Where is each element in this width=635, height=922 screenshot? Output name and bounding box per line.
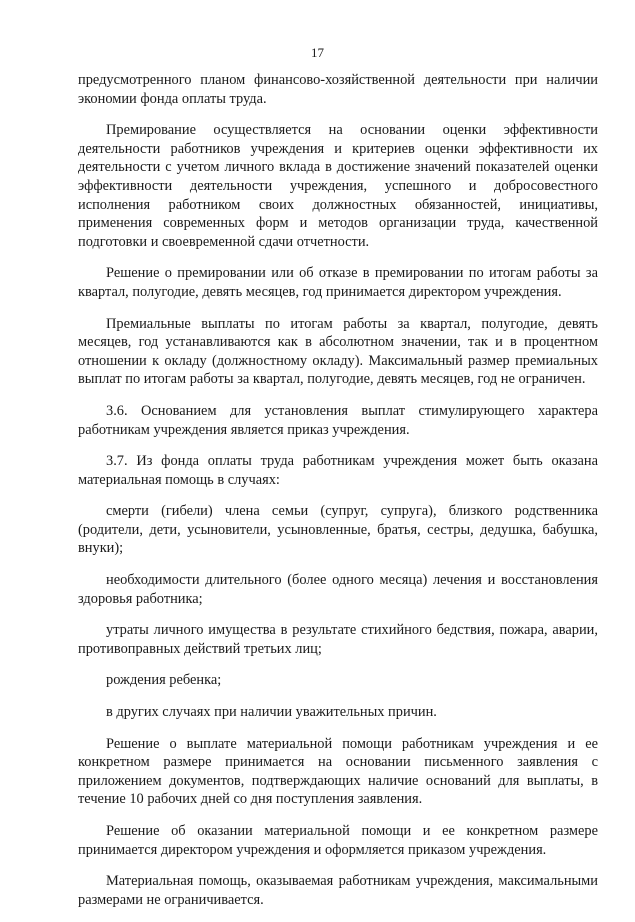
paragraph-aid-limit: Материальная помощь, оказываемая работникам учреждения, максимальными размерами не ограничивается.	[78, 873, 598, 908]
paragraph-continuation: предусмотренного планом финансово-хозяйственной деятельности при наличии экономии фонда оплаты труда.	[78, 72, 598, 107]
list-item-other: в других случаях при наличии уважительных причин.	[106, 704, 437, 721]
paragraph-3-7: 3.7. Из фонда оплаты труда работникам учреждения может быть оказана материальная помощь в случаях:	[78, 453, 598, 488]
list-item-childbirth: рождения ребенка;	[106, 672, 222, 689]
paragraph-bonus-basis: Премирование осуществляется на основании оценки эффективности деятельности работников учреждения и критериев оценки эффективности их деятельности с учетом личного вклада в достижение значений показателей оценки эффективности деятельности учреждения, успешного и добросовестного исполнения работником своих должностных обязанностей, инициативы, применения современных форм и методов организации труда, качественной подготовки и своевременной сдачи отчетности.	[78, 122, 598, 250]
page-number: 17	[311, 45, 324, 60]
paragraph-aid-order: Решение об оказании материальной помощи и ее конкретном размере принимается директором учреждения и оформляется приказом учреждения.	[78, 823, 598, 858]
list-item-death: смерти (гибели) члена семьи (супруг, супруга), близкого родственника (родители, дети, усыновители, усыновленные, братья, сестры, дедушка, бабушка, внуки);	[78, 503, 598, 557]
paragraph-bonus-decision: Решение о премировании или об отказе в премировании по итогам работы за квартал, полугодие, девять месяцев, год принимается директором учреждения.	[78, 265, 598, 300]
paragraph-bonus-payments: Премиальные выплаты по итогам работы за квартал, полугодие, девять месяцев, год устанавливаются как в абсолютном значении, так и в процентном отношении к окладу (должностному окладу). Максимальный размер премиальных выплат по итогам работы за квартал, полугодие, девять месяцев, год не ограничен.	[78, 315, 598, 388]
list-item-property-loss: утраты личного имущества в результате стихийного бедствия, пожара, аварии, противоправных действий третьих лиц;	[78, 622, 598, 657]
list-item-treatment: необходимости длительного (более одного месяца) лечения и восстановления здоровья работника;	[78, 572, 598, 607]
document-body	[78, 71, 598, 922]
paragraph-aid-decision: Решение о выплате материальной помощи работникам учреждения и ее конкретном размере принимается на основании письменного заявления с приложением документов, подтверждающих наличие оснований для выплаты, в течение 10 рабочих дней со дня поступления заявления.	[78, 735, 598, 808]
paragraph-3-6: 3.6. Основанием для установления выплат стимулирующего характера работникам учреждения является приказ учреждения.	[78, 402, 598, 438]
